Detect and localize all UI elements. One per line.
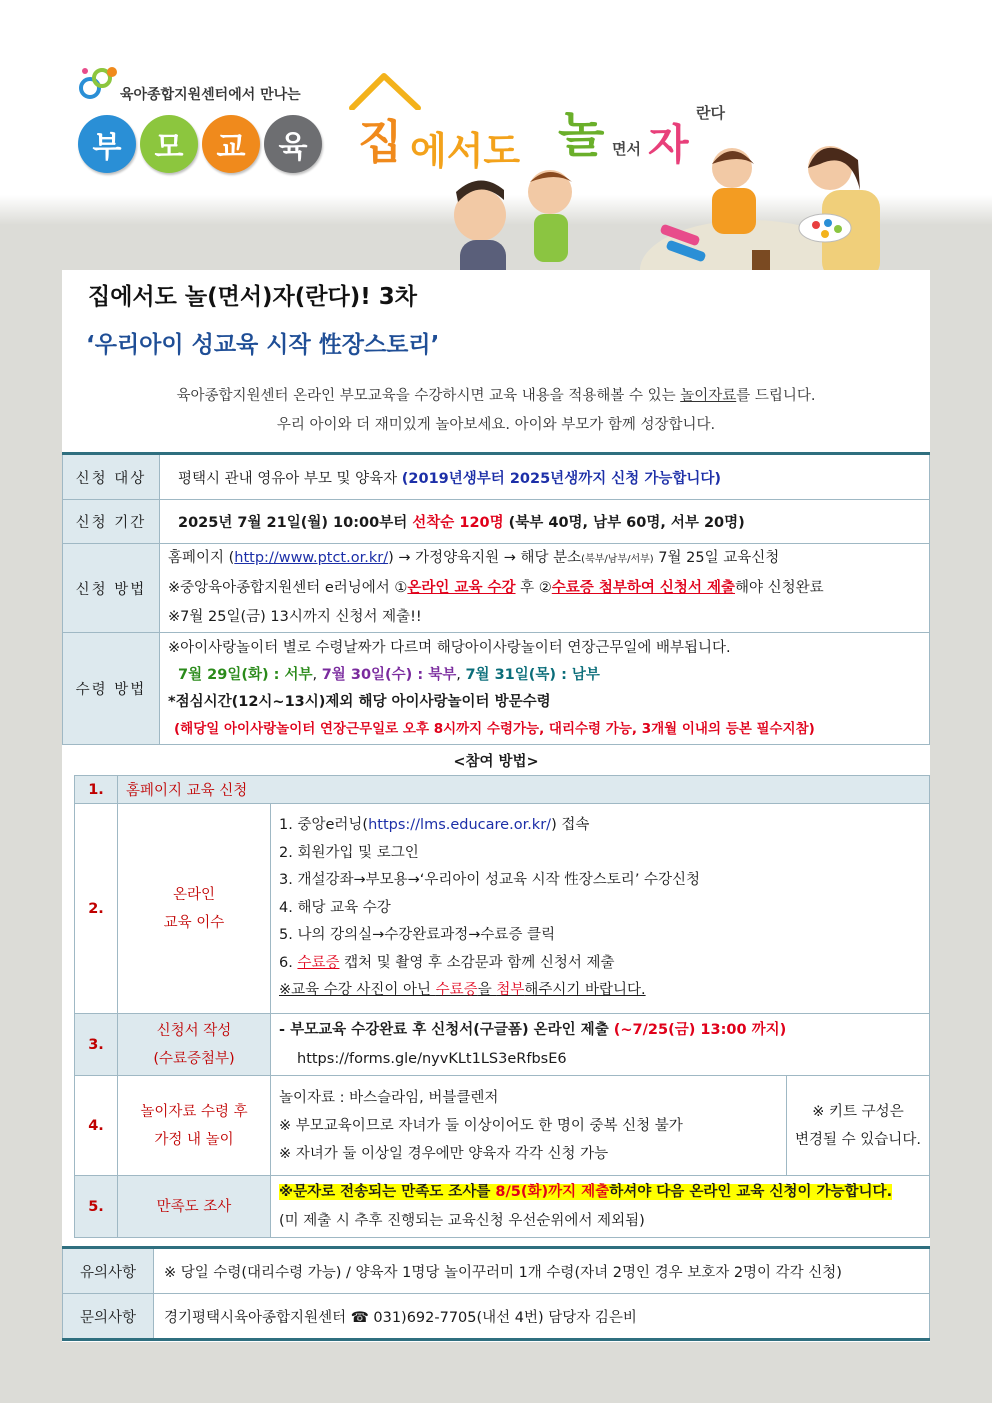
step-5-body [271,1176,930,1238]
method-line-1 [168,544,921,574]
google-form-link[interactable]: https://forms.gle/nyvKLt1LS3eRfbsE6 [297,1050,567,1067]
step-2-item-6-a: 6. [279,954,298,971]
step-4-body [271,1076,787,1176]
steps-heading: <참여 방법> [453,754,539,770]
info-table [62,452,930,745]
method-l1-c: 7월 25일 교육신청 [653,550,780,566]
step-5 [75,1176,930,1238]
step-2-name [118,804,271,1014]
step-2-item-6 [279,950,921,978]
step-4-line-1: 놀이자료 : 바스슬라임, 버블클렌저 [279,1089,499,1106]
row-receive [63,633,930,745]
step-4-line-3: ※ 자녀가 둘 이상일 경우에만 양육자 각각 신청 가능 [279,1145,609,1162]
program-title-circles [78,115,322,173]
method-l2-red2: 수료증 첨부하여 신청서 제출 [551,580,736,596]
target-text: 평택시 관내 영유아 부모 및 양육자 [178,470,402,487]
method-l2-c: 해야 신청완료 [735,580,824,596]
value-method [160,544,930,633]
receive-north: 7월 30일(수) : 북부 [321,666,457,683]
footer-table [62,1246,930,1341]
step-2-note-red-2: 첨부 [496,982,525,999]
intro-text: 육아종합지원센터 온라인 부모교육을 수강하시면 교육 내용을 적용해볼 수 있는 [176,388,681,404]
step-4-name-2: 가정 내 놀이 [154,1131,234,1148]
step-5-line-2: (미 제출 시 추후 진행되는 교육신청 우선순위에서 제외됨) [279,1212,645,1229]
step-2-item-1-a: 1. 중앙e러닝( [279,817,369,834]
contact-text: 경기평택시육아종합지원센터 ☎ 031)692-7705(내선 4번) 담당자 김은비 [154,1294,930,1340]
step-3-line-1-a: - 부모교육 수강완료 후 신청서(구글폼) 온라인 제출 [279,1021,614,1038]
step-1-number: 1. [75,776,118,804]
notice-label: 유의사항 [63,1248,154,1294]
contact-label: 문의사항 [63,1294,154,1340]
circle-gyo: 교 [202,115,260,173]
method-l1-b: ) → 가정양육지원 → 해당 분소 [388,550,582,566]
circle-mo: 모 [140,115,198,173]
receive-line-3: *점심시간(12시~13시)제외 해당 아이사랑놀이터 방문수령 [168,693,551,710]
period-red: 선착순 120명 [412,515,504,531]
step-2-name-2: 교육 이수 [163,914,225,931]
intro-line-1 [62,384,930,405]
value-receive [160,633,930,745]
step-2-item-3: 3. 개설강좌→부모용→‘우리아이 성교육 시작 性장스토리’ 수강신청 [279,872,701,889]
period-tail: (북부 40명, 남부 60명, 서부 20명) [503,515,745,531]
headline-part-6: 란다 [696,104,725,122]
step-3-name-1: 신청서 작성 [156,1022,232,1039]
headline-part-1: 집 [358,115,403,169]
step-5-line-1 [279,1178,921,1207]
step-3 [75,1014,930,1076]
row-period [63,500,930,544]
step-2-note-b: 을 [477,982,497,999]
receive-line-2 [168,662,921,689]
step-3-number: 3. [75,1014,118,1076]
step-5-deadline: 8/5(화)까지 제출 [495,1183,610,1200]
step-4 [75,1076,930,1176]
step-3-line-1 [279,1016,921,1045]
method-l2-a: ※중앙육아종합지원센터 e러닝에서 ① [168,580,408,596]
step-2-item-6-b: 캡처 및 촬영 후 소감문과 함께 신청서 제출 [339,954,615,971]
receive-sep-2: , [456,666,466,683]
step-4-name [118,1076,271,1176]
roof-icon [346,70,426,110]
headline-part-3: 놀 [558,107,605,163]
receive-line-4: (해당일 아이사랑놀이터 연장근무일로 오후 8시까지 수령가능, 대리수령 가능, 3개월 이내의 등본 필수지참) [174,720,815,737]
step-4-note [787,1076,930,1176]
notice-text: ※ 당일 수령(대리수령 가능) / 양육자 1명당 놀이꾸러미 1개 수령(자녀 2명인 경우 보호자 2명이 각각 신청) [154,1248,930,1294]
step-4-note-1: ※ 키트 구성은 [812,1103,904,1120]
homepage-link[interactable]: http://www.ptct.or.kr/ [234,550,389,566]
headline-part-4: 면서 [612,140,641,158]
label-period: 신청 기간 [63,500,160,544]
period-text: 2025년 7월 21일(월) 10:00부터 [178,515,413,531]
step-2-number: 2. [75,804,118,1014]
notice-row [63,1248,930,1294]
step-2-note-a: ※교육 수강 사진이 아닌 [279,982,436,999]
step-2-item-4: 4. 해당 교육 수강 [279,899,391,916]
label-target: 신청 대상 [63,454,160,500]
step-2-note [279,977,921,1005]
step-2-item-1 [279,812,921,840]
label-receive: 수령 방법 [63,633,160,745]
page-title: 집에서도 놀(면서)자(란다)! 3차 [88,284,417,310]
step-2-item-2: 2. 회원가입 및 로그인 [279,844,419,861]
row-method [63,544,930,633]
circle-bu: 부 [78,115,136,173]
step-3-deadline: (~7/25(금) 13:00 까지) [613,1021,787,1038]
step-4-note-2: 변경될 수 있습니다. [795,1131,921,1148]
step-2-item-1-b: ) 접속 [551,817,590,834]
intro-line-2: 우리 아이와 더 재미있게 놀아보세요. 아이와 부모가 함께 성장합니다. [276,417,716,433]
step-5-line-1-b: 하셔야 다음 온라인 교육 신청이 가능합니다. [609,1183,893,1200]
label-method: 신청 방법 [63,544,160,633]
step-4-number: 4. [75,1076,118,1176]
receive-line-1: ※아이사랑놀이터 별로 수령날짜가 다르며 해당아이사랑놀이터 연장근무일에 배부됩니다. [168,639,731,656]
step-3-body [271,1014,930,1076]
step-2 [75,804,930,1014]
step-2-name-1: 온라인 [172,886,216,903]
step-3-name [118,1014,271,1076]
step-2-note-red-1: 수료증 [435,982,478,999]
value-target [160,454,930,500]
step-5-name: 만족도 조사 [118,1176,271,1238]
step-2-body [271,804,930,1014]
step-1-name: 홈페이지 교육 신청 [118,776,930,804]
method-line-2 [168,574,921,603]
value-period [160,500,930,544]
logo-icon [78,62,122,102]
contact-row [63,1294,930,1340]
header-subtitle: 육아종합지원센터에서 만나는 [120,87,301,103]
method-line-3: ※7월 25일(금) 13시까지 신청서 제출!! [168,609,422,625]
steps-table [74,775,930,1238]
step-5-line-1-a: ※문자로 전송되는 만족도 조사를 [279,1183,496,1200]
step-2-note-c: 해주시기 바랍니다. [524,982,646,999]
circle-yuk: 육 [264,115,322,173]
row-target [63,454,930,500]
step-2-item-5: 5. 나의 강의실→수강완료과정→수료증 클릭 [279,927,556,944]
target-highlight: (2019년생부터 2025년생까지 신청 가능합니다) [401,470,721,487]
step-4-name-1: 놀이자료 수령 후 [140,1103,248,1120]
receive-west: 7월 29일(화) : 서부 [178,666,313,683]
step-4-line-2: ※ 부모교육이므로 자녀가 둘 이상이어도 한 명이 중복 신청 불가 [279,1117,683,1134]
step-1 [75,776,930,804]
receive-south: 7월 31일(목) : 남부 [465,666,600,683]
elearning-link[interactable]: https://lms.educare.or.kr/ [368,817,552,834]
receive-sep-1: , [312,666,322,683]
step-5-number: 5. [75,1176,118,1238]
headline-part-2: 에서도 [410,129,521,173]
method-l1-small: (북부/남부/서부) [581,554,654,565]
step-3-name-2: (수료증첨부) [153,1050,235,1067]
method-l1-a: 홈페이지 ( [168,550,235,566]
method-l2-b: 후 ② [515,580,552,596]
method-l2-red1: 온라인 교육 수강 [407,580,516,596]
headline-part-5: 자 [648,120,689,169]
step-2-item-6-red: 수료증 [297,954,340,971]
intro-text-tail: 를 드립니다. [736,388,816,404]
intro-underlined: 놀이자료 [680,388,737,404]
page-subtitle: ‘우리아이 성교육 시작 性장스토리’ [86,332,440,358]
